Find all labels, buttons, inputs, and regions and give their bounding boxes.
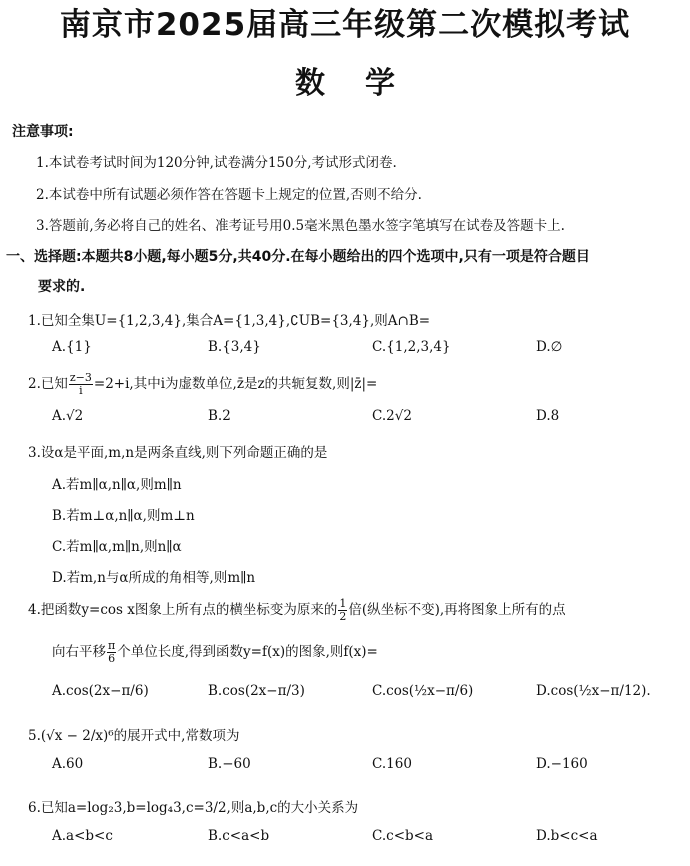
question-4-line-1-fraction-denominator: 2 [339, 610, 347, 623]
notice-item-3: 3.答题前,务必将自己的姓名、准考证号用0.5毫米黑色墨水签字笔填写在试卷及答题卡上. [36, 218, 565, 234]
question-1-stem: 1.已知全集U={1,2,3,4},集合A={1,3,4},∁UB={3,4},则A∩B= [28, 313, 431, 329]
question-5-option-d: D.−160 [536, 756, 588, 772]
question-3-stem: 3.设α是平面,m,n是两条直线,则下列命题正确的是 [28, 445, 328, 461]
question-3-option-a: A.若m∥α,n∥α,则m∥n [52, 477, 182, 493]
notice-heading: 注意事项: [12, 124, 74, 140]
question-6-option-d: D.b<c<a [536, 828, 598, 844]
question-4-line-2-fraction-denominator: 6 [108, 652, 116, 665]
notice-item-2: 2.本试卷中所有试题必须作答在答题卡上规定的位置,否则不给分. [36, 187, 422, 203]
question-1-option-d: D.∅ [536, 339, 563, 355]
question-2-stem [28, 372, 377, 397]
question-4-option-c: C.cos(½x−π/6) [372, 683, 474, 699]
question-4-option-d: D.cos(½x−π/12). [536, 683, 651, 699]
question-2-stem-pre: 2.已知 [28, 376, 68, 392]
question-3-option-b: B.若m⊥α,n∥α,则m⊥n [52, 508, 195, 524]
question-2-fraction-numerator: z−3 [69, 371, 92, 384]
question-2-option-b: B.2 [208, 408, 231, 424]
question-6-option-b: B.c<a<b [208, 828, 270, 844]
question-4-option-a: A.cos(2x−π/6) [52, 683, 149, 699]
question-5-option-a: A.60 [52, 756, 84, 772]
question-2-stem-post: =2+i,其中i为虚数单位,z̄是z的共轭复数,则|z̄|= [93, 376, 378, 392]
question-6-stem: 6.已知a=log₂3,b=log₄3,c=3/2,则a,b,c的大小关系为 [28, 800, 359, 816]
question-2-option-a: A.√2 [52, 408, 84, 424]
question-5-option-b: B.−60 [208, 756, 251, 772]
exam-title: 南京市2025届高三年级第二次模拟考试 [59, 7, 631, 43]
question-5-option-c: C.160 [372, 756, 412, 772]
question-4-line-2-post: 个单位长度,得到函数y=f(x)的图象,则f(x)= [117, 644, 378, 660]
question-4-line-1-fraction [338, 598, 347, 623]
question-4-line-2-pre: 向右平移 [52, 644, 106, 660]
question-1-option-b: B.{3,4} [208, 339, 261, 355]
question-2-option-c: C.2√2 [372, 408, 412, 424]
section-heading-line1: 一、选择题:本题共8小题,每小题5分,共40分.在每小题给出的四个选项中,只有一项是符合题目 [6, 249, 590, 265]
question-4-line-1-fraction-numerator: 1 [339, 597, 347, 610]
subject-title: 数学 [295, 66, 435, 101]
question-2-fraction-denominator: i [79, 384, 83, 397]
question-1-option-a: A.{1} [52, 339, 92, 355]
notice-item-1: 1.本试卷考试时间为120分钟,试卷满分150分,考试形式闭卷. [36, 155, 397, 171]
question-2-option-d: D.8 [536, 408, 560, 424]
question-4-line-1 [28, 598, 566, 623]
question-6-option-c: C.c<b<a [372, 828, 434, 844]
section-heading-line2: 要求的. [38, 279, 86, 295]
question-2-fraction [69, 372, 93, 397]
question-4-line-2 [52, 640, 378, 665]
question-3-option-d: D.若m,n与α所成的角相等,则m∥n [52, 570, 256, 586]
question-4-line-2-fraction-numerator: π [108, 639, 116, 652]
question-3-option-c: C.若m∥α,m∥n,则n∥α [52, 539, 182, 555]
question-5-stem: 5.(√x − 2/x)⁶的展开式中,常数项为 [28, 728, 240, 744]
question-4-line-1-pre: 4.把函数y=cos x图象上所有点的横坐标变为原来的 [28, 602, 338, 618]
question-4-line-2-fraction [107, 640, 116, 665]
question-4-line-1-post: 倍(纵坐标不变),再将图象上所有的点 [348, 602, 566, 618]
question-1-option-c: C.{1,2,3,4} [372, 339, 451, 355]
question-4-option-b: B.cos(2x−π/3) [208, 683, 305, 699]
question-6-option-a: A.a<b<c [52, 828, 113, 844]
